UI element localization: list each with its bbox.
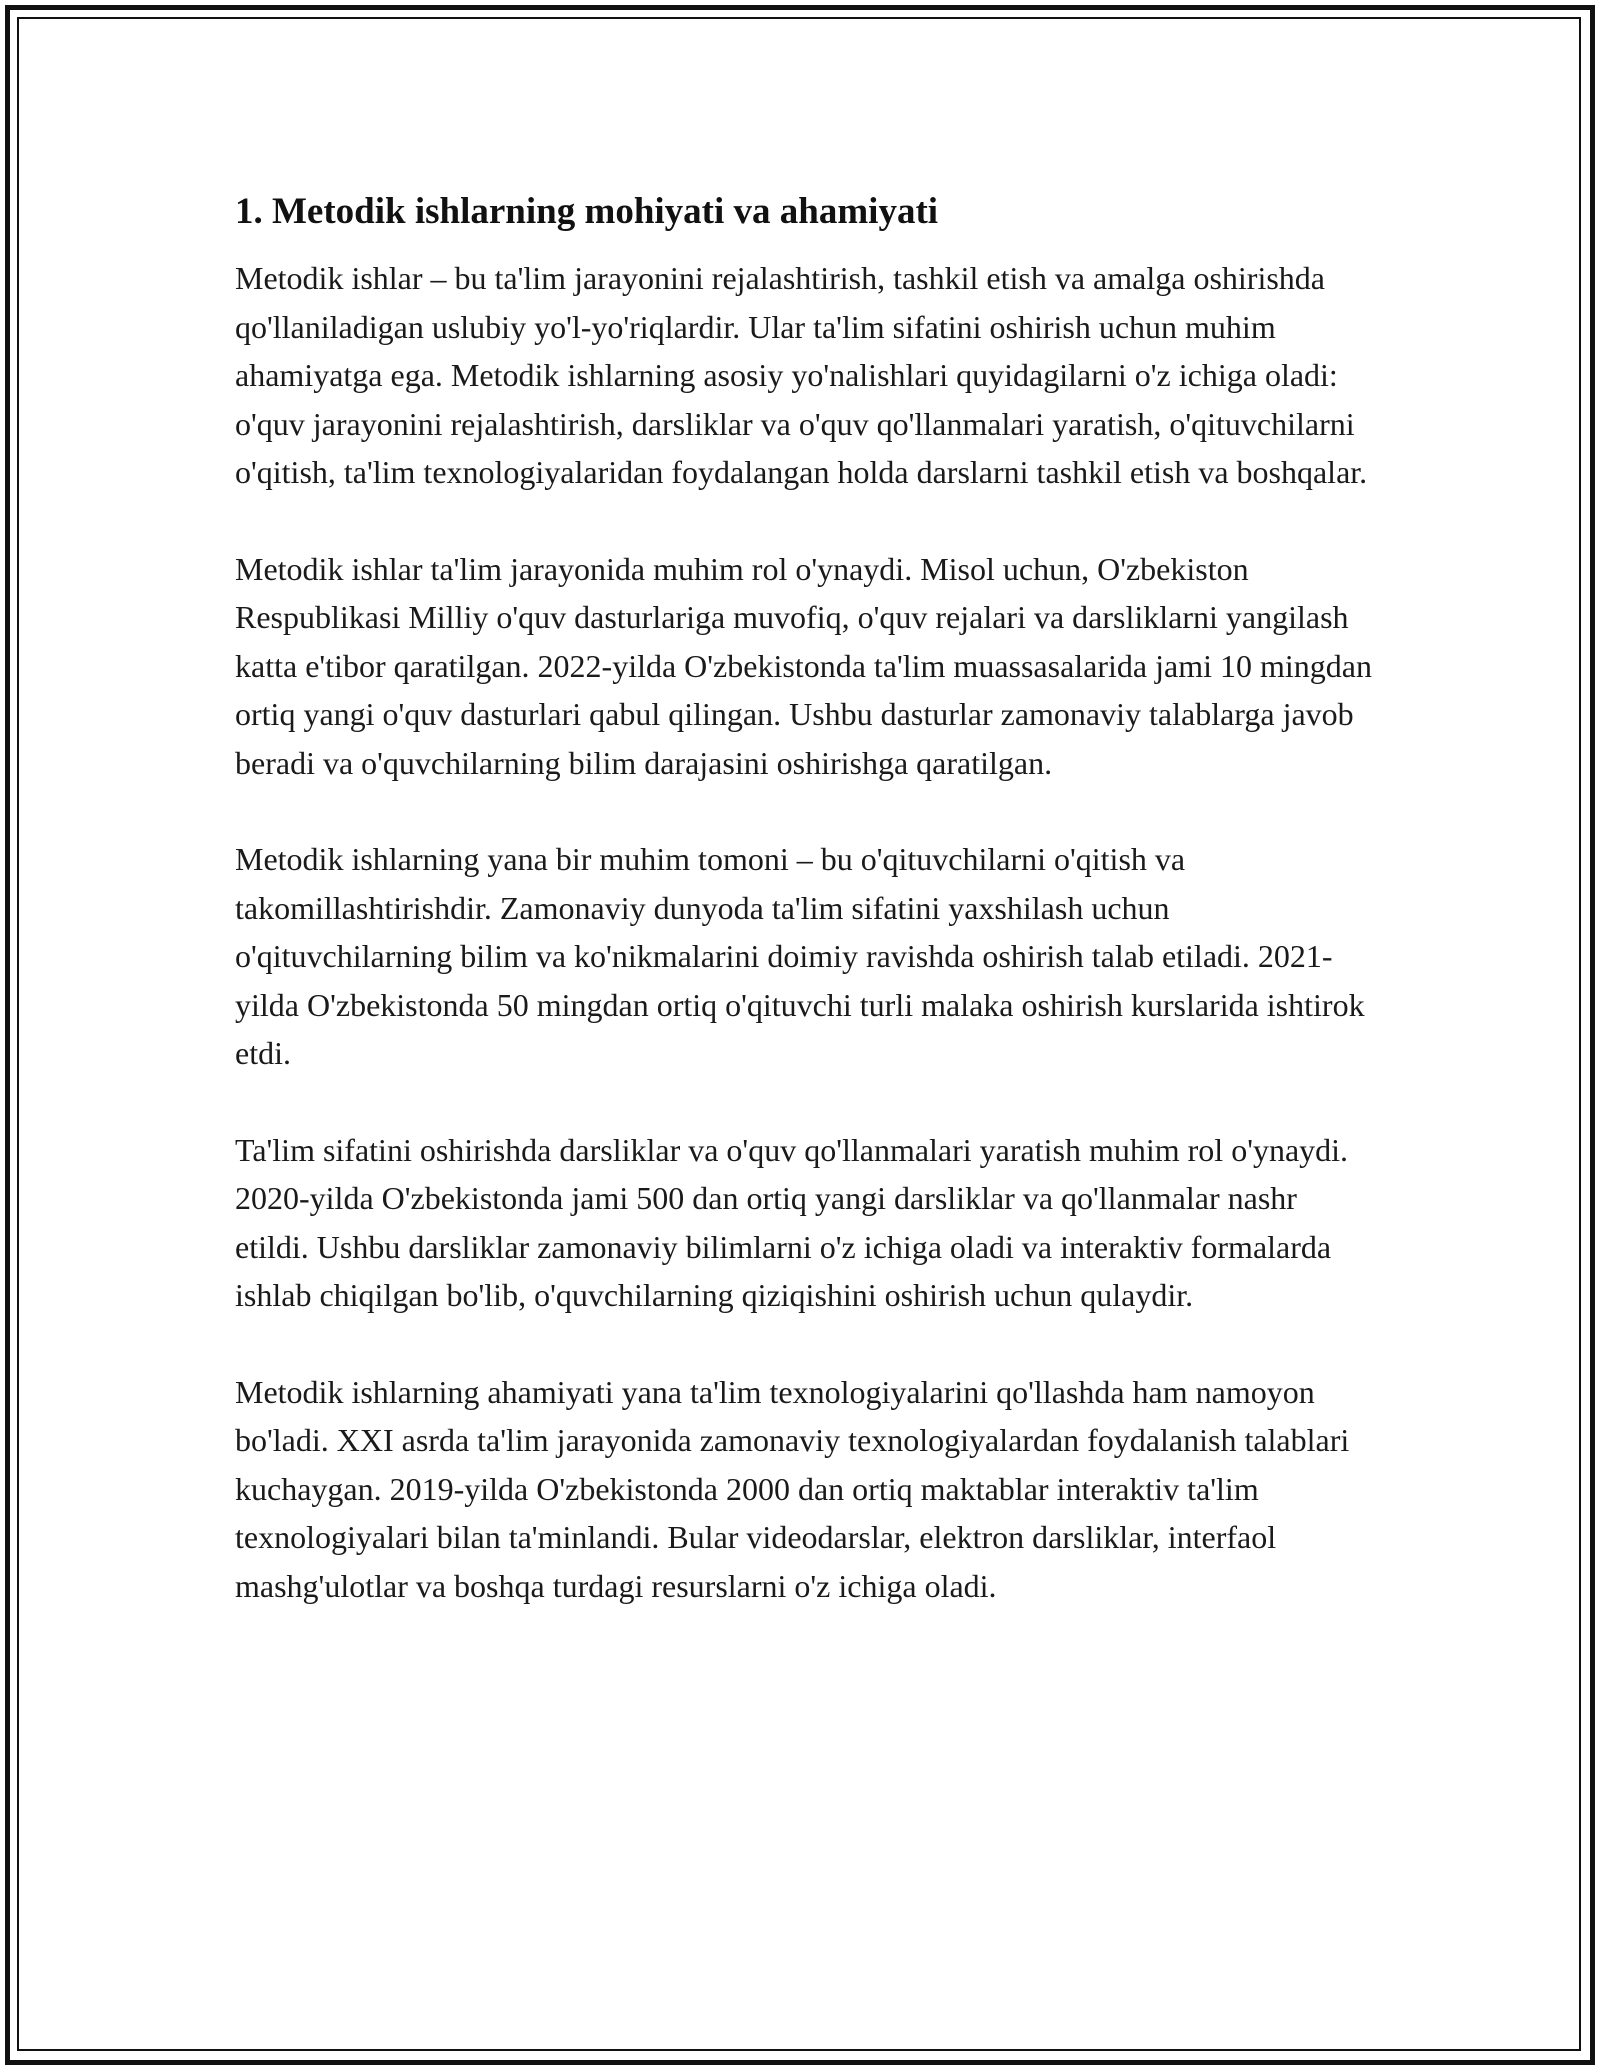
- paragraph-4: Ta'lim sifatini oshirishda darsliklar va o'quv qo'llanmalari yaratish muhim rol o'ynaydi. 2020-yilda O'zbekistonda jami 500 dan ortiq yangi darsliklar va qo'llanmalar nashr etildi. Ushbu darsliklar zamonaviy bilimlarni o'z ichiga oladi va interaktiv formalarda ishlab chiqilgan bo'lib, o'quvchilarning qiziqishini oshirish uchun qulaydir.: [235, 1131, 1349, 1313]
- paragraph-2: Metodik ishlar ta'lim jarayonida muhim rol o'ynaydi. Misol uchun, O'zbekiston Respublikasi Milliy o'quv dasturlariga muvofiq, o'quv rejalari va darsliklarni yangilash katta e'tibor qaratilgan. 2022-yilda O'zbekistonda ta'lim muassasalarida jami 10 mingdan ortiq yangi o'quv dasturlari qabul qilingan. Ushbu dasturlar zamonaviy talablarga javob beradi va o'quvchilarning bilim darajasini oshirishga qaratilgan.: [235, 550, 1372, 781]
- document-body: [235, 188, 1375, 1658]
- paragraph-1: Metodik ishlar – bu ta'lim jarayonini rejalashtirish, tashkil etish va amalga oshirishda qo'llaniladigan uslubiy yo'l-yo'riqlardir. Ular ta'lim sifatini oshirish uchun muhim ahamiyatga ega. Metodik ishlarning asosiy yo'nalishlari quyidagilarni o'z ichiga oladi: o'quv jarayonini rejalashtirish, darsliklar va o'quv qo'llanmalari yaratish, o'qituvchilarni o'qitish, ta'lim texnologiyalaridan foydalangan holda darslarni tashkil etish va boshqalar.: [235, 260, 1368, 490]
- paragraph-5: Metodik ishlarning ahamiyati yana ta'lim texnologiyalarini qo'llashda ham namoyon bo'ladi. XXI asrda ta'lim jarayonida zamonaviy texnologiyalardan foydalanish talablari kuchaygan. 2019-yilda O'zbekistonda 2000 dan ortiq maktablar interaktiv ta'lim texnologiyalari bilan ta'minlandi. Bular videodarslar, elektron darsliklar, interfaol mashg'ulotlar va boshqa turdagi resurslarni o'z ichiga oladi.: [235, 1373, 1350, 1604]
- paragraph-3: Metodik ishlarning yana bir muhim tomoni – bu o'qituvchilarni o'qitish va takomillashtirishdir. Zamonaviy dunyoda ta'lim sifatini yaxshilash uchun o'qituvchilarning bilim va ko'nikmalarini doimiy ravishda oshirish talab etiladi. 2021-yilda O'zbekistonda 50 mingdan ortiq o'qituvchi turli malaka oshirish kurslarida ishtirok etdi.: [235, 841, 1365, 1071]
- section-heading: 1. Metodik ishlarning mohiyati va ahamiyati: [235, 191, 939, 232]
